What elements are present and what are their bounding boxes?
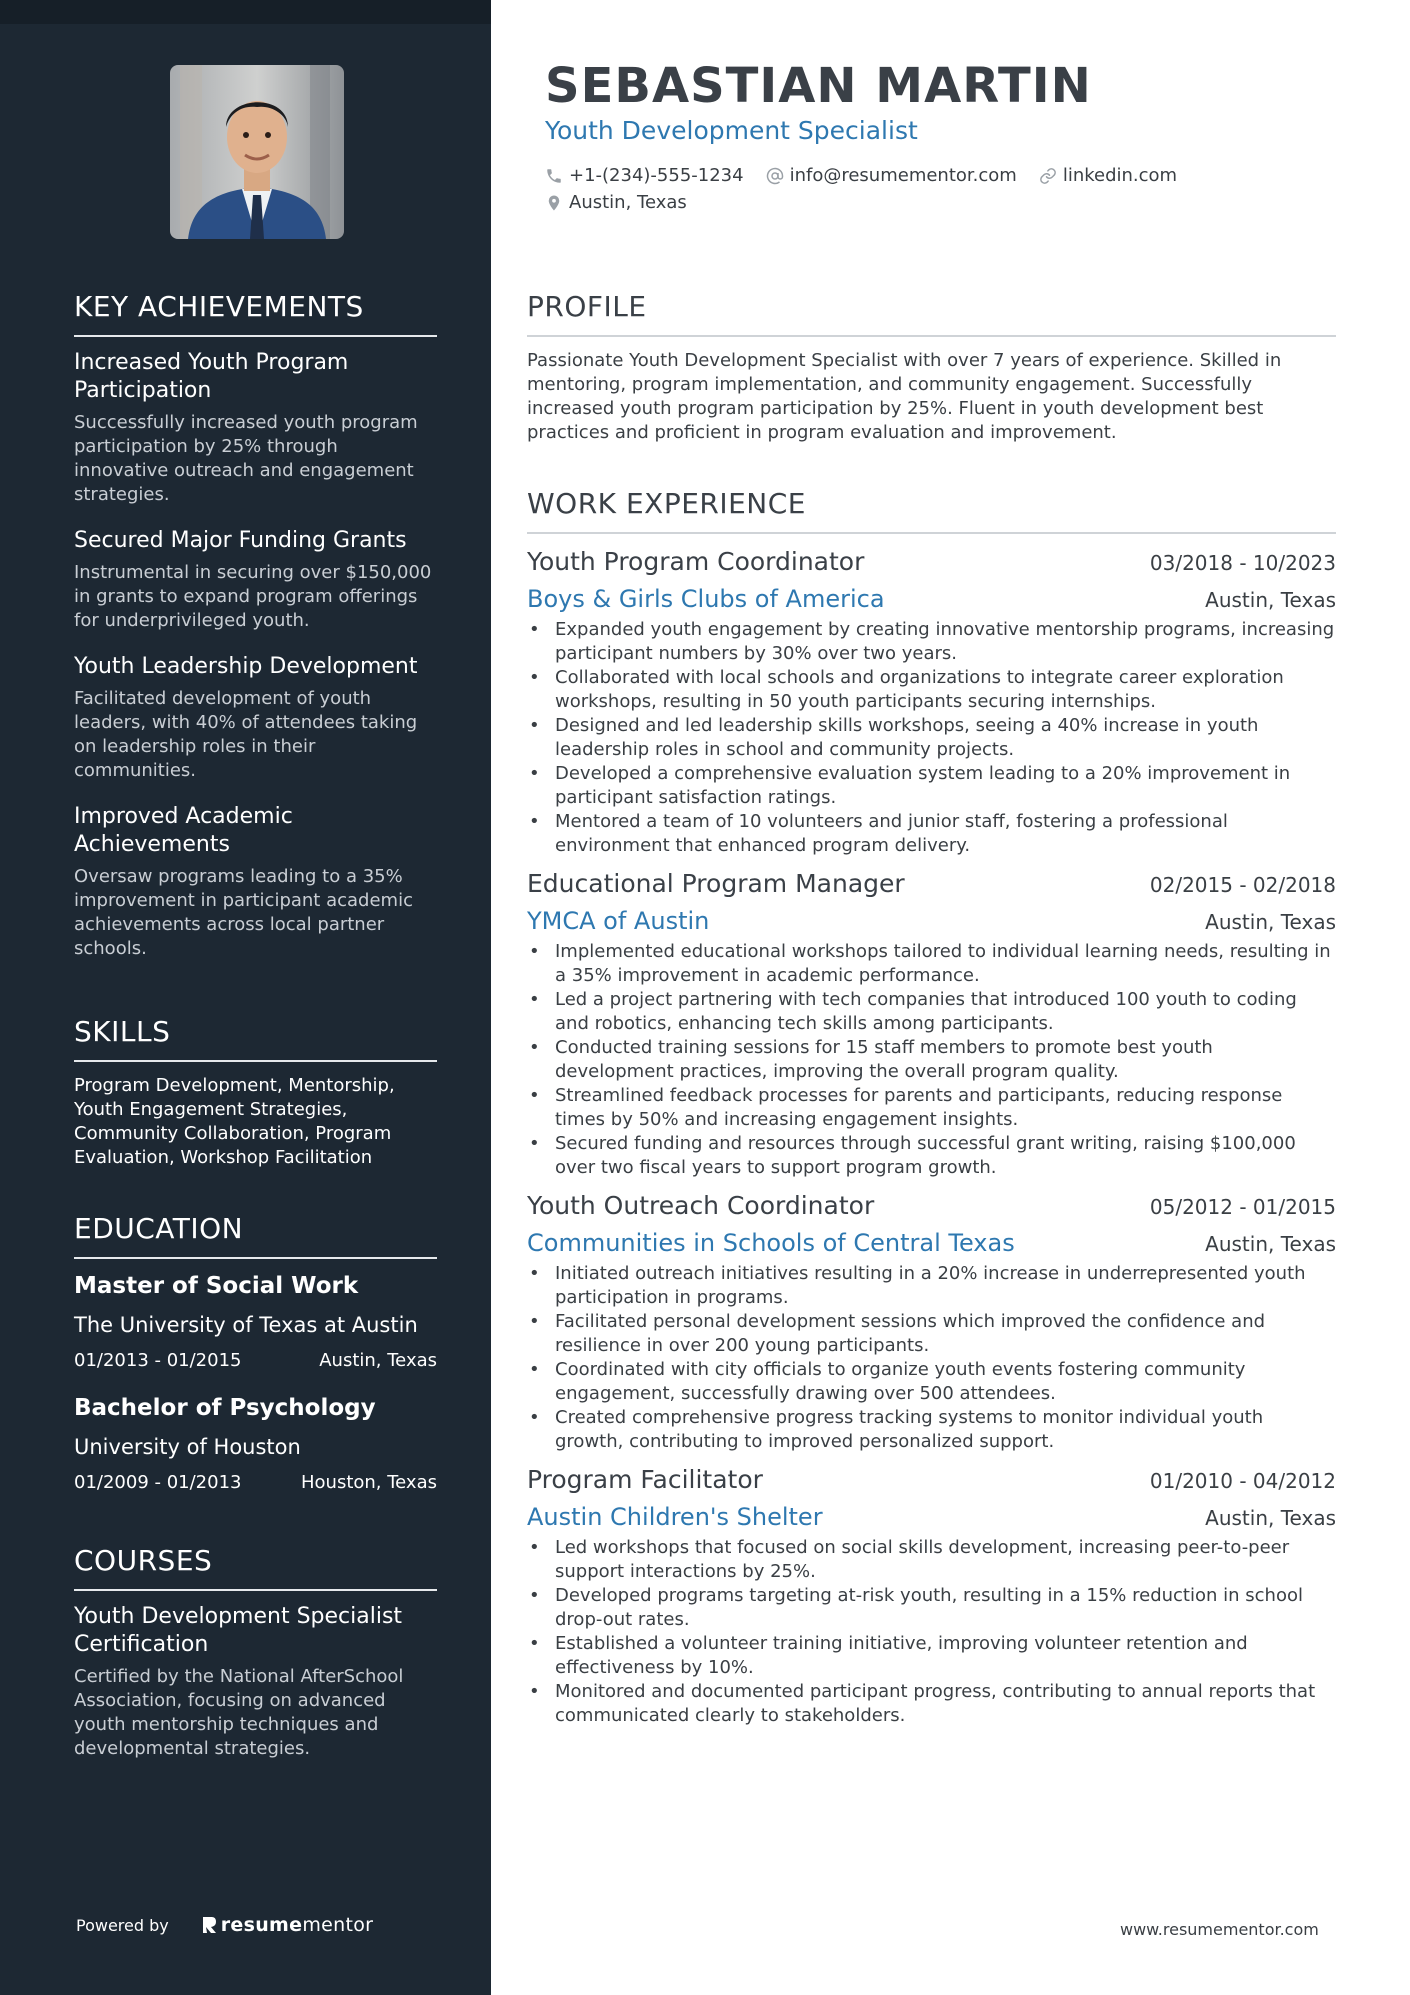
achievements-section <box>74 290 437 981</box>
education-degree: Master of Social Work <box>74 1273 359 1299</box>
contact-linkedin[interactable] <box>1039 163 1177 189</box>
job-bullet: • Designed and led leadership skills workshops, seeing a 40% increase in youth leadership roles in school and community projects. <box>527 714 1336 762</box>
job-role: Program Facilitator <box>527 1465 763 1494</box>
job-dates: 03/2018 - 10/2023 <box>1149 551 1336 575</box>
linkedin-text: linkedin.com <box>1062 165 1178 186</box>
job-bullet: • Developed a comprehensive evaluation system leading to a 20% improvement in participant satisfaction ratings. <box>527 762 1336 810</box>
achievement-item <box>74 803 437 961</box>
job-bullet: • Secured funding and resources through successful grant writing, raising $100,000 over two fiscal years to support program growth. <box>527 1132 1336 1180</box>
achievement-item <box>74 349 437 507</box>
achievement-item <box>74 527 437 633</box>
achievement-desc: Successfully increased youth program participation by 25% through innovative outreach and engagement strategies. <box>74 412 418 505</box>
achievement-desc: Facilitated development of youth leaders, with 40% of attendees taking on leadership roles in their communities. <box>74 688 418 781</box>
job-company: Boys & Girls Clubs of America <box>527 585 885 613</box>
location-text: Austin, Texas <box>569 192 687 213</box>
job-role: Youth Outreach Coordinator <box>527 1191 875 1220</box>
job-entry <box>527 546 1336 858</box>
profile-photo <box>170 65 344 239</box>
skills-section <box>74 1015 437 1170</box>
education-item <box>74 1393 437 1495</box>
powered-by-label: Powered by <box>76 1915 169 1935</box>
job-bullet: • Conducted training sessions for 15 staff members to promote best youth development practices, improving the overall program quality. <box>527 1036 1336 1084</box>
skills-heading: SKILLS <box>74 1015 437 1062</box>
job-entry <box>527 1464 1336 1728</box>
job-company: YMCA of Austin <box>527 907 710 935</box>
link-icon <box>1039 167 1057 185</box>
job-dates: 01/2010 - 04/2012 <box>1149 1469 1336 1493</box>
sidebar <box>0 0 491 1995</box>
candidate-name: SEBASTIAN MARTIN <box>545 58 1092 114</box>
skills-list: Program Development, Mentorship, Youth Engagement Strategies, Community Collaboration, Program Evaluation, Workshop Facilitation <box>74 1075 395 1168</box>
powered-by <box>76 1914 373 1936</box>
phone-icon <box>545 167 563 185</box>
job-entry <box>527 868 1336 1180</box>
job-bullet: • Coordinated with city officials to organize youth events fostering community engagement, successfully drawing over 500 attendees. <box>527 1358 1336 1406</box>
footer-website-link[interactable]: www.resumementor.com <box>1120 1920 1319 1939</box>
job-bullet: • Implemented educational workshops tailored to individual learning needs, resulting in a 35% improvement in academic performance. <box>527 940 1336 988</box>
achievement-title: Improved Academic Achievements <box>74 804 293 857</box>
achievement-item <box>74 653 437 783</box>
contact-info <box>545 163 1345 217</box>
job-bullet: • Collaborated with local schools and organizations to integrate career exploration workshops, resulting in 50 youth participants securing internships. <box>527 666 1336 714</box>
job-bullet: • Mentored a team of 10 volunteers and junior staff, fostering a professional environment that enhanced program delivery. <box>527 810 1336 858</box>
education-degree: Bachelor of Psychology <box>74 1395 376 1421</box>
job-bullets <box>527 1536 1336 1728</box>
job-role: Educational Program Manager <box>527 869 905 898</box>
job-company: Austin Children's Shelter <box>527 1503 823 1531</box>
job-company: Communities in Schools of Central Texas <box>527 1229 1015 1257</box>
sidebar-top-bar <box>0 0 491 24</box>
job-role: Youth Program Coordinator <box>527 547 865 576</box>
location-pin-icon <box>545 194 563 212</box>
achievement-desc: Oversaw programs leading to a 35% improvement in participant academic achievements across local partner schools. <box>74 866 413 959</box>
contact-email[interactable] <box>766 163 1017 189</box>
candidate-title: Youth Development Specialist <box>545 116 918 145</box>
job-bullet: • Expanded youth engagement by creating innovative mentorship programs, increasing participant numbers by 30% over two years. <box>527 618 1336 666</box>
job-bullets <box>527 940 1336 1180</box>
brand-logo[interactable] <box>201 1914 374 1936</box>
job-location: Austin, Texas <box>1205 1232 1336 1256</box>
achievements-heading: KEY ACHIEVEMENTS <box>74 290 437 337</box>
education-dates: 01/2009 - 01/2013 <box>74 1472 242 1493</box>
job-location: Austin, Texas <box>1205 910 1336 934</box>
profile-section <box>527 290 1336 445</box>
job-entry <box>527 1190 1336 1454</box>
job-dates: 05/2012 - 01/2015 <box>1149 1195 1336 1219</box>
job-bullets <box>527 1262 1336 1454</box>
education-school: University of Houston <box>74 1435 301 1459</box>
course-title: Youth Development Specialist Certification <box>74 1604 403 1657</box>
job-bullet: • Led a project partnering with tech companies that introduced 100 youth to coding and robotics, enhancing tech skills among participants. <box>527 988 1336 1036</box>
job-bullet: • Streamlined feedback processes for parents and participants, reducing response times by 50% and increasing engagement insights. <box>527 1084 1336 1132</box>
experience-section <box>527 487 1336 1738</box>
education-section <box>74 1212 437 1515</box>
achievement-title: Youth Leadership Development <box>74 654 418 679</box>
contact-phone[interactable] <box>545 163 744 189</box>
job-dates: 02/2015 - 02/2018 <box>1149 873 1336 897</box>
profile-heading: PROFILE <box>527 290 1336 337</box>
achievement-title: Increased Youth Program Participation <box>74 350 349 403</box>
contact-location <box>545 190 687 216</box>
brand-name-light: mentor <box>302 1914 374 1936</box>
achievement-title: Secured Major Funding Grants <box>74 528 407 553</box>
job-bullet: • Developed programs targeting at-risk youth, resulting in a 15% reduction in school drop-out rates. <box>527 1584 1336 1632</box>
course-item <box>74 1603 437 1761</box>
courses-heading: COURSES <box>74 1544 437 1591</box>
at-sign-icon <box>766 167 784 185</box>
course-desc: Certified by the National AfterSchool Association, focusing on advanced youth mentorship techniques and developmental strategies. <box>74 1666 404 1759</box>
achievement-desc: Instrumental in securing over $150,000 in grants to expand program offerings for underprivileged youth. <box>74 562 432 631</box>
job-location: Austin, Texas <box>1205 1506 1336 1530</box>
job-bullets <box>527 618 1336 858</box>
email-text: info@resumementor.com <box>789 165 1017 186</box>
job-bullet: • Led workshops that focused on social skills development, increasing peer-to-peer support interactions by 25%. <box>527 1536 1336 1584</box>
education-heading: EDUCATION <box>74 1212 437 1259</box>
courses-section <box>74 1544 437 1781</box>
phone-text: +1-(234)-555-1234 <box>569 165 744 186</box>
job-bullet: • Facilitated personal development sessions which improved the confidence and resilience in over 200 young participants. <box>527 1310 1336 1358</box>
education-location: Austin, Texas <box>319 1350 437 1371</box>
job-bullet: • Established a volunteer training initiative, improving volunteer retention and effectiveness by 10%. <box>527 1632 1336 1680</box>
education-school: The University of Texas at Austin <box>74 1313 418 1337</box>
profile-text: Passionate Youth Development Specialist with over 7 years of experience. Skilled in mentoring, program implementation, and community engagement. Successfully increased youth program participation by 25%. Fluent in youth development best practices and proficient in program evaluation and improvement. <box>527 350 1282 443</box>
job-bullet: • Monitored and documented participant progress, contributing to annual reports that communicated clearly to stakeholders. <box>527 1680 1336 1728</box>
job-bullet: • Created comprehensive progress tracking systems to monitor individual youth growth, contributing to improved personalized support. <box>527 1406 1336 1454</box>
job-bullet: • Initiated outreach initiatives resulting in a 20% increase in underrepresented youth participation in programs. <box>527 1262 1336 1310</box>
education-item <box>74 1271 437 1373</box>
education-dates: 01/2013 - 01/2015 <box>74 1350 242 1371</box>
brand-name-bold: resume <box>220 1914 303 1936</box>
education-location: Houston, Texas <box>300 1472 437 1493</box>
job-location: Austin, Texas <box>1205 588 1336 612</box>
experience-heading: WORK EXPERIENCE <box>527 487 1336 534</box>
brand-mark-icon <box>201 1915 217 1935</box>
